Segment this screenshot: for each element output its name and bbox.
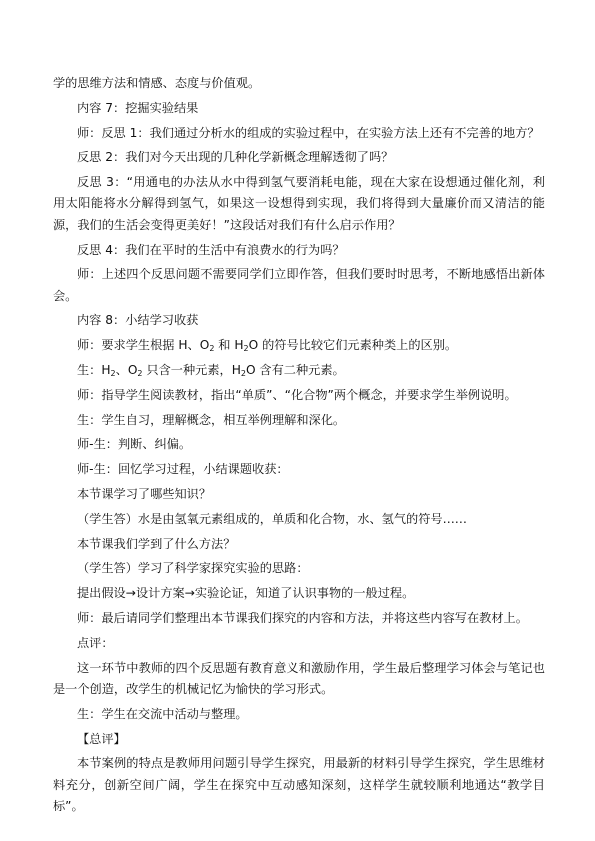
paragraph-concepts-student: 生：学生自习，理解概念，相互举例理解和深化。 [77, 412, 346, 427]
paragraph-final-task: 师：最后请同学们整理出本节课我们探究的内容和方法，并将这些内容写在教材上。 [77, 611, 528, 626]
paragraph-question-knowledge: 本节课学习了哪些知识？ [77, 487, 212, 502]
paragraph-method-steps: 提出假设→设计方案→实验论证，知道了认识事物的一般过程。 [77, 586, 415, 601]
paragraph-judge: 师-生：判断、纠偏。 [77, 437, 192, 452]
paragraph-question-method: 本节课我们学到了什么方法？ [77, 536, 236, 551]
paragraph-concepts-teacher: 师：指导学生阅读教材，指出“单质”、“化合物”两个概念，并要求学生举例说明。 [77, 387, 517, 402]
paragraph-reflection-2: 反思 2：我们对今天出现的几种化学新概念理解透彻了吗？ [77, 150, 394, 165]
paragraph-symbols-teacher: 师：要求学生根据 H、$O_2$ 和 $H_2O$ 的符号比较它们元素种类上的区别。 [77, 338, 458, 354]
paragraph-student-activity: 生：学生在交流中活动与整理。 [77, 706, 248, 721]
paragraph-reflection-3: 反思 3：“用通电的办法从水中得到氢气要消耗电能，现在大家在设想通过催化剂，利用太阳能将水分解得到氢气，如果这一设想得到实现，我们将得到大量廉价而又清洁的能源，我们的生活会变得更美好！”这段话对我们有什么启示作用？ [53, 175, 545, 232]
paragraph-comment: 这一环节中教师的四个反思题有教育意义和激励作用，学生最后整理学习体会与笔记也是一个创造，改学生的机械记忆为愉快的学习形式。 [53, 660, 545, 696]
paragraph-reflection-4: 反思 4：我们在平时的生活中有浪费水的行为吗？ [77, 242, 345, 257]
paragraph-summary: 本节案例的特点是教师用问题引导学生探究，用最新的材料引导学生探究，学生思维材料充分，创新空间广阔，学生在探究中互动感知深刻，这样学生就较顺利地通达“教学目标”。 [53, 756, 545, 813]
paragraph-teacher-note: 师：上述四个反思问题不需要同学们立即作答，但我们要时时思考，不断地感悟出新体会。 [53, 267, 545, 303]
paragraph-comment-label: 点评： [77, 635, 114, 650]
paragraph-review: 师-生：回忆学习过程，小结课题收获： [77, 462, 289, 477]
paragraph-symbols-student: 生：$H_2$、$O_2$ 只含一种元素，$H_2O$ 含有二种元素。 [77, 363, 345, 379]
paragraph-answer-method: （学生答）学习了科学家探究实验的思路： [77, 561, 309, 576]
paragraph-answer-knowledge: （学生答）水是由氢氧元素组成的，单质和化合物，水、氢气的符号…… [77, 511, 467, 526]
paragraph-continuation: 学的思维方法和情感、态度与价值观。 [53, 76, 261, 90]
document-body [53, 73, 545, 821]
paragraph-reflection-1: 师：反思 1：我们通过分析水的组成的实验过程中，在实验方法上还有不完善的地方？ [77, 125, 540, 140]
section-heading-content-8: 内容 8：小结学习收获 [77, 313, 199, 328]
section-heading-content-7: 内容 7：挖掘实验结果 [77, 100, 199, 115]
section-heading-summary: 【总评】 [77, 731, 126, 746]
